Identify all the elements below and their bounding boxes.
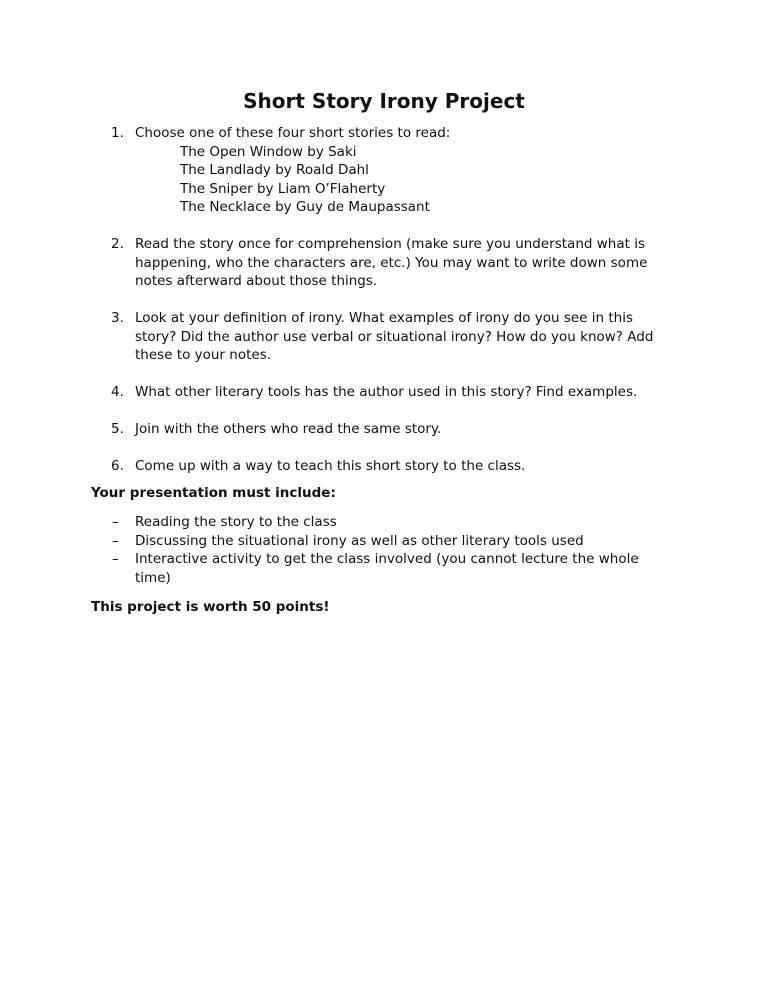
requirement-text: Interactive activity to get the class involved (you cannot lecture the whole time) <box>135 551 639 586</box>
step-item <box>0 124 670 217</box>
step-number: 6. <box>111 458 124 474</box>
step-text: What other literary tools has the author used in this story? Find examples. <box>135 384 638 400</box>
story-item: The Necklace by Guy de Maupassant <box>180 199 430 215</box>
step-number: 2. <box>111 236 124 252</box>
step-item <box>0 457 670 476</box>
step-item <box>0 420 670 439</box>
dash-bullet: – <box>112 514 119 530</box>
step-number: 5. <box>111 421 124 437</box>
steps-list <box>0 124 768 494</box>
page-title: Short Story Irony Project <box>243 89 525 113</box>
step-number: 3. <box>111 310 124 326</box>
story-item: The Sniper by Liam O’Flaherty <box>180 180 386 197</box>
story-item: The Landlady by Roald Dahl <box>180 162 369 178</box>
dash-bullet: – <box>112 551 119 567</box>
story-list <box>135 143 670 217</box>
requirement-item <box>0 532 670 551</box>
step-item <box>0 383 670 402</box>
requirement-item <box>0 513 670 532</box>
requirement-item <box>0 550 670 587</box>
step-text: Look at your definition of irony. What examples of irony do you see in this story? Did the author use verbal or situational irony? How do you know? Add these to your notes. <box>135 310 654 363</box>
requirements-list <box>0 513 768 587</box>
step-item <box>0 309 670 365</box>
step-number: 4. <box>111 384 124 400</box>
story-item: The Open Window by Saki <box>180 143 357 160</box>
step-item <box>0 235 670 291</box>
dash-bullet: – <box>112 532 119 549</box>
requirement-text: Discussing the situational irony as well as other literary tools used <box>135 532 584 549</box>
points-note: This project is worth 50 points! <box>91 599 330 615</box>
step-text: Join with the others who read the same story. <box>135 421 442 437</box>
presentation-heading: Your presentation must include: <box>91 485 336 501</box>
step-number: 1. <box>111 125 124 141</box>
step-text: Come up with a way to teach this short story to the class. <box>135 458 526 474</box>
requirement-text: Reading the story to the class <box>135 514 337 530</box>
step-text: Read the story once for comprehension (make sure you understand what is happening, who the characters are, etc.) You may want to write down some notes afterward about those things. <box>135 236 648 289</box>
step-text: Choose one of these four short stories to read: <box>135 125 451 141</box>
